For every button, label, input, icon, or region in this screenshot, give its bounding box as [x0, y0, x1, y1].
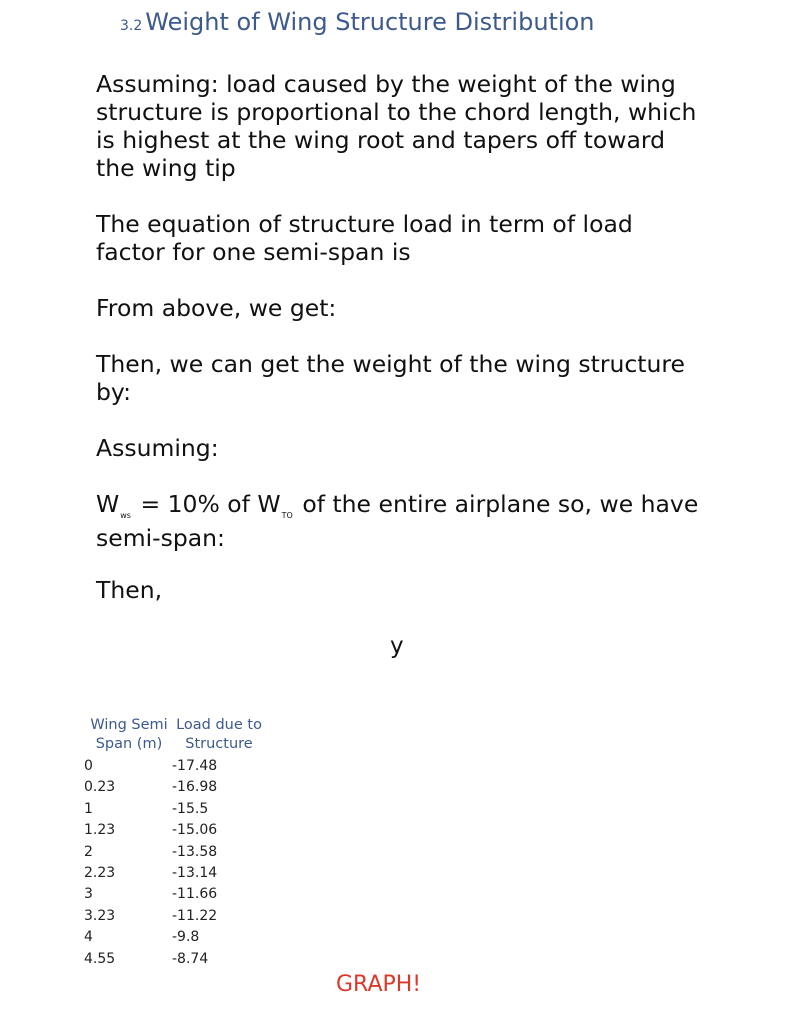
assuming-paragraph: Assuming:: [96, 434, 219, 462]
cell-load: -15.06: [172, 822, 218, 839]
w-symbol: W: [96, 490, 120, 518]
section-heading: [120, 8, 595, 36]
cell-load: -16.98: [172, 779, 218, 796]
cell-load: -13.58: [172, 843, 218, 860]
section-title: Weight of Wing Structure Distribution: [145, 8, 595, 36]
w-suffix-text: of the entire airplane so, we have semi-span:: [96, 490, 699, 552]
header-span: Wing Semi Span (m): [90, 717, 168, 752]
w-percent-text: = 10% of W: [132, 490, 281, 518]
cell-span: 2.23: [84, 864, 116, 881]
from-above-paragraph: From above, we get:: [96, 294, 337, 322]
header-load: Load due to Structure: [176, 717, 262, 752]
cell-load: -11.66: [172, 886, 218, 903]
cell-span: 1: [84, 800, 93, 817]
cell-span: 2: [84, 843, 93, 860]
cell-span: 3.23: [84, 907, 116, 924]
section-number: 3.2: [120, 18, 143, 34]
cell-load: -15.5: [172, 800, 209, 817]
cell-span: 0.23: [84, 779, 116, 796]
y-variable: y: [390, 633, 404, 659]
wing-weight-paragraph: [96, 490, 706, 552]
w-subscript-to: TO: [281, 511, 293, 520]
cell-span: 0: [84, 758, 93, 774]
equation-intro-paragraph: The equation of structure load in term of load factor for one semi-span is: [96, 210, 633, 266]
cell-load: -17.48: [172, 758, 218, 774]
then-paragraph: Then,: [96, 576, 163, 604]
assumption-paragraph: Assuming: load caused by the weight of the wing structure is proportional to the chord length, which is highest at the wing root and tapers off toward the wing tip: [96, 70, 697, 182]
cell-span: 4: [84, 929, 93, 946]
then-weight-paragraph: Then, we can get the weight of the wing structure by:: [96, 350, 686, 406]
cell-load: -11.22: [172, 907, 218, 924]
cell-load: -9.8: [172, 929, 200, 946]
cell-load: -8.74: [172, 950, 209, 967]
w-subscript-ws: ws: [120, 511, 131, 520]
cell-span: 1.23: [84, 822, 116, 839]
cell-span: 4.55: [84, 950, 116, 967]
cell-span: 3: [84, 886, 93, 903]
graph-label: GRAPH!: [336, 972, 422, 997]
cell-load: -13.14: [172, 864, 218, 881]
